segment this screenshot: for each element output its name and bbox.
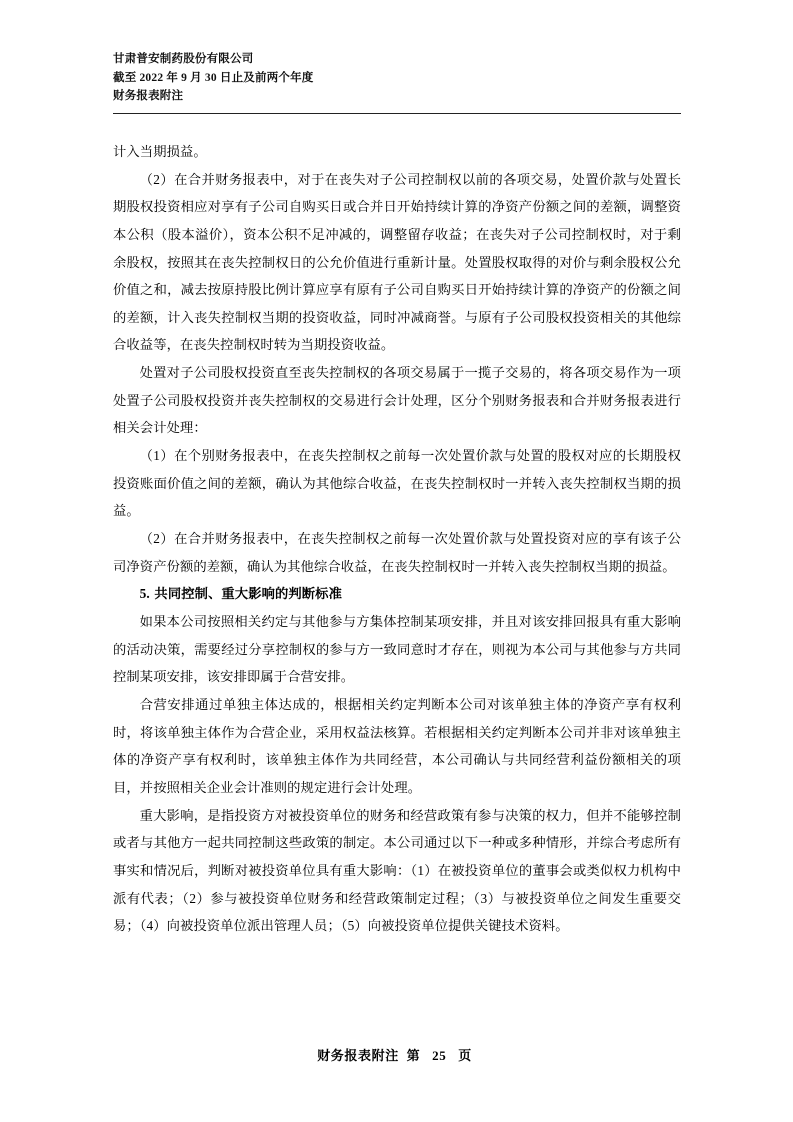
paragraph-3: 处置对子公司股权投资直至丧失控制权的各项交易属于一揽子交易的，将各项交易作为一项处置子公司股权投资并丧失控制权的交易进行会计处理，区分个别财务报表和合并财务报表进行相关会计处理：	[113, 365, 681, 436]
page-footer	[0, 1045, 793, 1064]
header-divider	[113, 113, 681, 114]
body-text	[113, 138, 681, 940]
footer-page-word: 第	[406, 1048, 421, 1063]
paragraph-6: 如果本公司按照相关约定与其他参与方集体控制某项安排，并且对该安排回报具有重大影响的活动决策，需要经过分享控制权的参与方一致同意时才存在，则视为本公司与其他参与方共同控制某项安排，该安排即属于合营安排。	[113, 614, 681, 685]
paragraph-5: （2）在合并财务报表中，在丧失控制权之前每一次处置价款与处置投资对应的享有该子公司净资产份额的差额，确认为其他综合收益，在丧失控制权时一并转入丧失控制权当期的损益。	[113, 531, 681, 574]
section-title: 共同控制、重大影响的判断标准	[154, 586, 342, 602]
section-heading	[113, 580, 681, 608]
paragraph-7: 合营安排通过单独主体达成的，根据相关约定判断本公司对该单独主体的净资产享有权利时，将该单独主体作为合营企业，采用权益法核算。若根据相关约定判断本公司并非对该单独主体的净资产享有权利时，该单独主体作为共同经营，本公司确认与共同经营利益份额相关的项目，并按照相关企业会计准则的规定进行会计处理。	[113, 697, 681, 795]
paragraph-4: （1）在个别财务报表中，在丧失控制权之前每一次处置价款与处置的股权对应的长期股权投资账面价值之间的差额，确认为其他综合收益，在丧失控制权时一并转入丧失控制权当期的损益。	[113, 448, 681, 519]
section-number: 5.	[139, 586, 150, 602]
paragraph-2: （2）在合并财务报表中，对于在丧失对子公司控制权以前的各项交易，处置价款与处置长期股权投资相应对享有子公司自购买日或合并日开始持续计算的净资产份额之间的差额，调整资本公积（股本溢价），资本公积不足冲减的，调整留存收益；在丧失对子公司控制权时，对于剩余股权，按照其在丧失控制权日的公允价值进行重新计量。处置股权取得的对价与剩余股权公允价值之和，减去按原持股比例计算应享有原有子公司自购买日开始持续计算的净资产的份额之间的差额，计入丧失控制权当期的投资收益，同时冲减商誉。与原有子公司股权投资相关的其他综合收益等，在丧失控制权时转为当期投资收益。	[113, 171, 681, 353]
footer-page-unit: 页	[458, 1048, 472, 1063]
header-period: 截至 2022 年 9 月 30 日止及前两个年度	[113, 71, 314, 84]
paragraph-1: 计入当期损益。	[113, 143, 207, 159]
paragraph-8: 重大影响，是指投资方对被投资单位的财务和经营政策有参与决策的权力，但并不能够控制或者与其他方一起共同控制这些政策的制定。本公司通过以下一种或多种情形，并综合考虑所有事实和情况后，判断对被投资单位具有重大影响：（1）在被投资单位的董事会或类似权力机构中派有代表；（2）参与被投资单位财务和经营政策制定过程；（3）与被投资单位之间发生重要交易；（4）向被投资单位派出管理人员；（5）向被投资单位提供关键技术资料。	[113, 807, 681, 934]
page-header	[113, 50, 681, 106]
footer-page-number: 25	[432, 1048, 447, 1063]
header-document-title: 财务报表附注	[113, 90, 184, 103]
header-company-name: 甘肃普安制药股份有限公司	[113, 53, 254, 65]
footer-label: 财务报表附注	[317, 1048, 399, 1063]
page-content	[113, 50, 681, 940]
